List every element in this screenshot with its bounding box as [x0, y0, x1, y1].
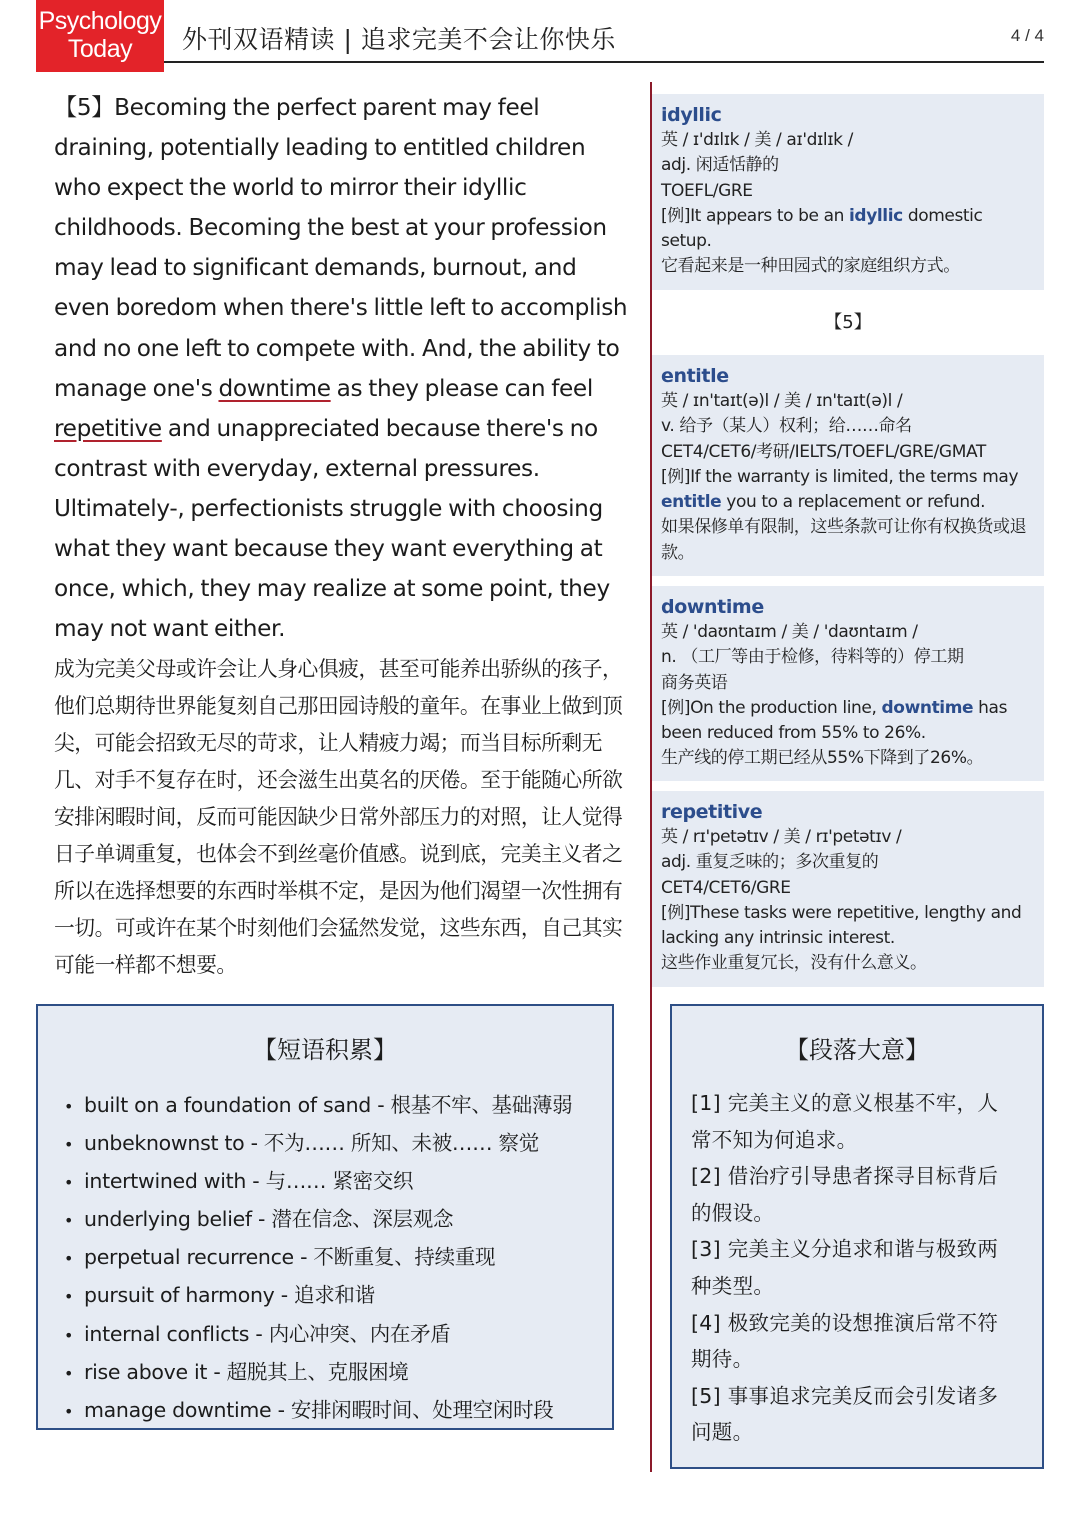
vocab-card-idyllic [652, 94, 1044, 290]
phrase-item [64, 1087, 612, 1125]
example-highlight: idyllic [849, 205, 903, 226]
vocab-card-entitle [652, 355, 1044, 576]
phrase-box-title: 【短语积累】 [253, 1036, 397, 1064]
vocab-definition: n. （工厂等由于检修，待料等的）停工期 [661, 647, 964, 668]
summary-item: [2] 借治疗引导患者探寻目标背后的假设。 [691, 1164, 999, 1225]
example-highlight: downtime [881, 697, 974, 718]
vocab-phonetic: 英 / 'daʊntaɪm / 美 / 'daʊntaɪm / [661, 622, 918, 642]
vocab-card-repetitive [652, 791, 1044, 987]
phrase-item [64, 1392, 612, 1430]
summary-item: [5] 事事追求完美反而会引发诸多问题。 [691, 1383, 999, 1445]
vocab-definition: adj. 重复乏味的；多次重复的 [661, 852, 879, 873]
bullet-icon: • [64, 1363, 74, 1383]
example-highlight: entitle [661, 492, 722, 513]
example-text: you to a replacement or refund. [721, 492, 986, 513]
phrase-collection-box [36, 1004, 614, 1430]
example-text: [例]On the production line, [661, 697, 882, 718]
phrase-item [64, 1239, 612, 1277]
logo-line-2: Today [67, 35, 133, 63]
phrase-text: underlying belief - 潜在信念、深层观念 [84, 1207, 454, 1232]
summary-list [691, 1085, 1012, 1451]
vocab-example [661, 465, 1036, 516]
vocab-example [661, 696, 1036, 747]
example-text: [例]It appears to be an [661, 205, 849, 226]
english-text-1: 【5】Becoming the perfect parent may feel draining, potentially leading to entitled children who expect the world to mirror their idyllic childhoods. Becoming the best at your profession may lead to significant demands, burnout, and even boredom when there's little left to accomplish and no one left to compete with. And, the ability to manage one's [54, 94, 628, 402]
example-text: domestic setup. [661, 205, 983, 252]
vocab-exam-tags: 商务英语 [661, 672, 728, 693]
vocab-example-translation: 如果保修单有限制，这些条款可让你有权换货或退款。 [661, 517, 1027, 563]
phrase-text: manage downtime - 安排闲暇时间、处理空闲时段 [84, 1397, 554, 1422]
summary-box-title: 【段落大意】 [785, 1036, 929, 1064]
english-text-3: and unappreciated because there's no contrast with everyday, external pressures. Ultimately-, perfectionists struggle with choosing what they want because they want everything at once, which, they may realize at some point, they may not want either. [54, 414, 610, 643]
phrase-text: rise above it - 超脱其上、克服困境 [84, 1359, 409, 1384]
bullet-icon: • [64, 1325, 74, 1345]
vocab-word: entitle [661, 365, 729, 387]
bullet-icon: • [64, 1249, 74, 1269]
article-paragraph-5 [54, 88, 634, 984]
phrase-item [64, 1354, 612, 1392]
vocab-phonetic: 英 / ɪ'dɪlɪk / 美 / aɪ'dɪlɪk / [661, 130, 853, 150]
vocab-phonetic: 英 / rɪ'petətɪv / 美 / rɪ'petətɪv / [661, 827, 902, 847]
vocab-phonetic: 英 / ɪn'taɪt(ə)l / 美 / ɪn'taɪt(ə)l / [661, 391, 903, 411]
phrase-text: internal conflicts - 内心冲突、内在矛盾 [84, 1321, 451, 1346]
phrase-item [64, 1277, 612, 1315]
phrase-item [64, 1316, 612, 1354]
vocab-example [661, 204, 1036, 255]
summary-item: [1] 完美主义的意义根基不牢，人常不知为何追求。 [691, 1091, 999, 1152]
chinese-translation: 成为完美父母或许会让人身心俱疲，甚至可能养出骄纵的孩子，他们总期待世界能复刻自己那田园诗般的童年。在事业上做到顶尖，可能会招致无尽的苛求，让人精疲力竭；而当目标所剩无几、对手不复存在时，还会滋生出莫名的厌倦。至于能随心所欲安排闲暇时间，反而可能因缺少日常外部压力的对照，让人觉得日子单调重复，也体会不到丝毫价值感。说到底，完美主义者之所以在选择想要的东西时举棋不定，是因为他们渴望一次性拥有一切。可或许在某个时刻他们会猛然发觉，这些东西，自己其实可能一样都不想要。 [54, 657, 623, 978]
example-text: [例]These tasks were repetitive, lengthy and lacking any intrinsic interest. [661, 902, 1022, 949]
phrase-text: perpetual recurrence - 不断重复、持续重现 [84, 1245, 496, 1270]
paragraph-summary-box [670, 1004, 1044, 1469]
vocab-exam-tags: CET4/CET6/考研/IELTS/TOEFL/GRE/GMAT [661, 441, 986, 462]
underlined-downtime: downtime [218, 374, 331, 402]
phrase-item [64, 1201, 612, 1239]
vocab-example-translation: 这些作业重复冗长，没有什么意义。 [661, 953, 927, 974]
english-paragraph [54, 88, 634, 649]
phrase-item [64, 1163, 612, 1201]
vocab-definition: adj. 闲适恬静的 [661, 155, 779, 176]
vocab-example [661, 901, 1036, 952]
underlined-repetitive: repetitive [54, 414, 162, 442]
bullet-icon: • [64, 1173, 74, 1193]
bullet-icon: • [64, 1287, 74, 1307]
vocab-exam-tags: CET4/CET6/GRE [661, 877, 791, 898]
phrase-text: unbeknownst to - 不为…… 所知、未被…… 察觉 [84, 1131, 539, 1156]
english-text-2: as they please can feel [330, 374, 593, 402]
phrase-list [38, 1087, 612, 1430]
section-marker: 【5】 [824, 312, 872, 333]
phrase-text: pursuit of harmony - 追求和谐 [84, 1283, 375, 1308]
logo-line-1: Psychology [38, 7, 162, 35]
vocab-example-translation: 生产线的停工期已经从55%下降到了26%。 [661, 748, 984, 769]
phrase-item [64, 1125, 612, 1163]
page-title: 外刊双语精读 | 追求完美不会让你快乐 [182, 25, 616, 54]
bullet-icon: • [64, 1135, 74, 1155]
vocab-word: idyllic [661, 104, 722, 126]
phrase-text: intertwined with - 与…… 紧密交织 [84, 1169, 414, 1194]
example-text: has been reduced from 55% to 26%. [661, 697, 1008, 744]
bullet-icon: • [64, 1097, 74, 1116]
vocab-definition: v. 给予（某人）权利；给……命名 [661, 416, 912, 437]
header-divider [164, 61, 1044, 63]
vocab-word: downtime [661, 596, 764, 618]
vocab-word: repetitive [661, 801, 763, 823]
page-number: 4 / 4 [1010, 26, 1044, 45]
bullet-icon: • [64, 1211, 74, 1231]
vocab-card-downtime [652, 586, 1044, 781]
summary-item: [4] 极致完美的设想推演后常不符期待。 [691, 1310, 999, 1372]
summary-item: [3] 完美主义分追求和谐与极致两种类型。 [691, 1237, 999, 1298]
vocab-example-translation: 它看起来是一种田园式的家庭组织方式。 [661, 256, 960, 277]
psychology-today-logo [36, 0, 164, 72]
example-text: [例]If the warranty is limited, the terms may [661, 466, 1019, 487]
bullet-icon: • [64, 1401, 74, 1421]
vocab-exam-tags: TOEFL/GRE [661, 180, 753, 201]
phrase-text: built on a foundation of sand - 根基不牢、基础薄弱 [84, 1093, 573, 1117]
